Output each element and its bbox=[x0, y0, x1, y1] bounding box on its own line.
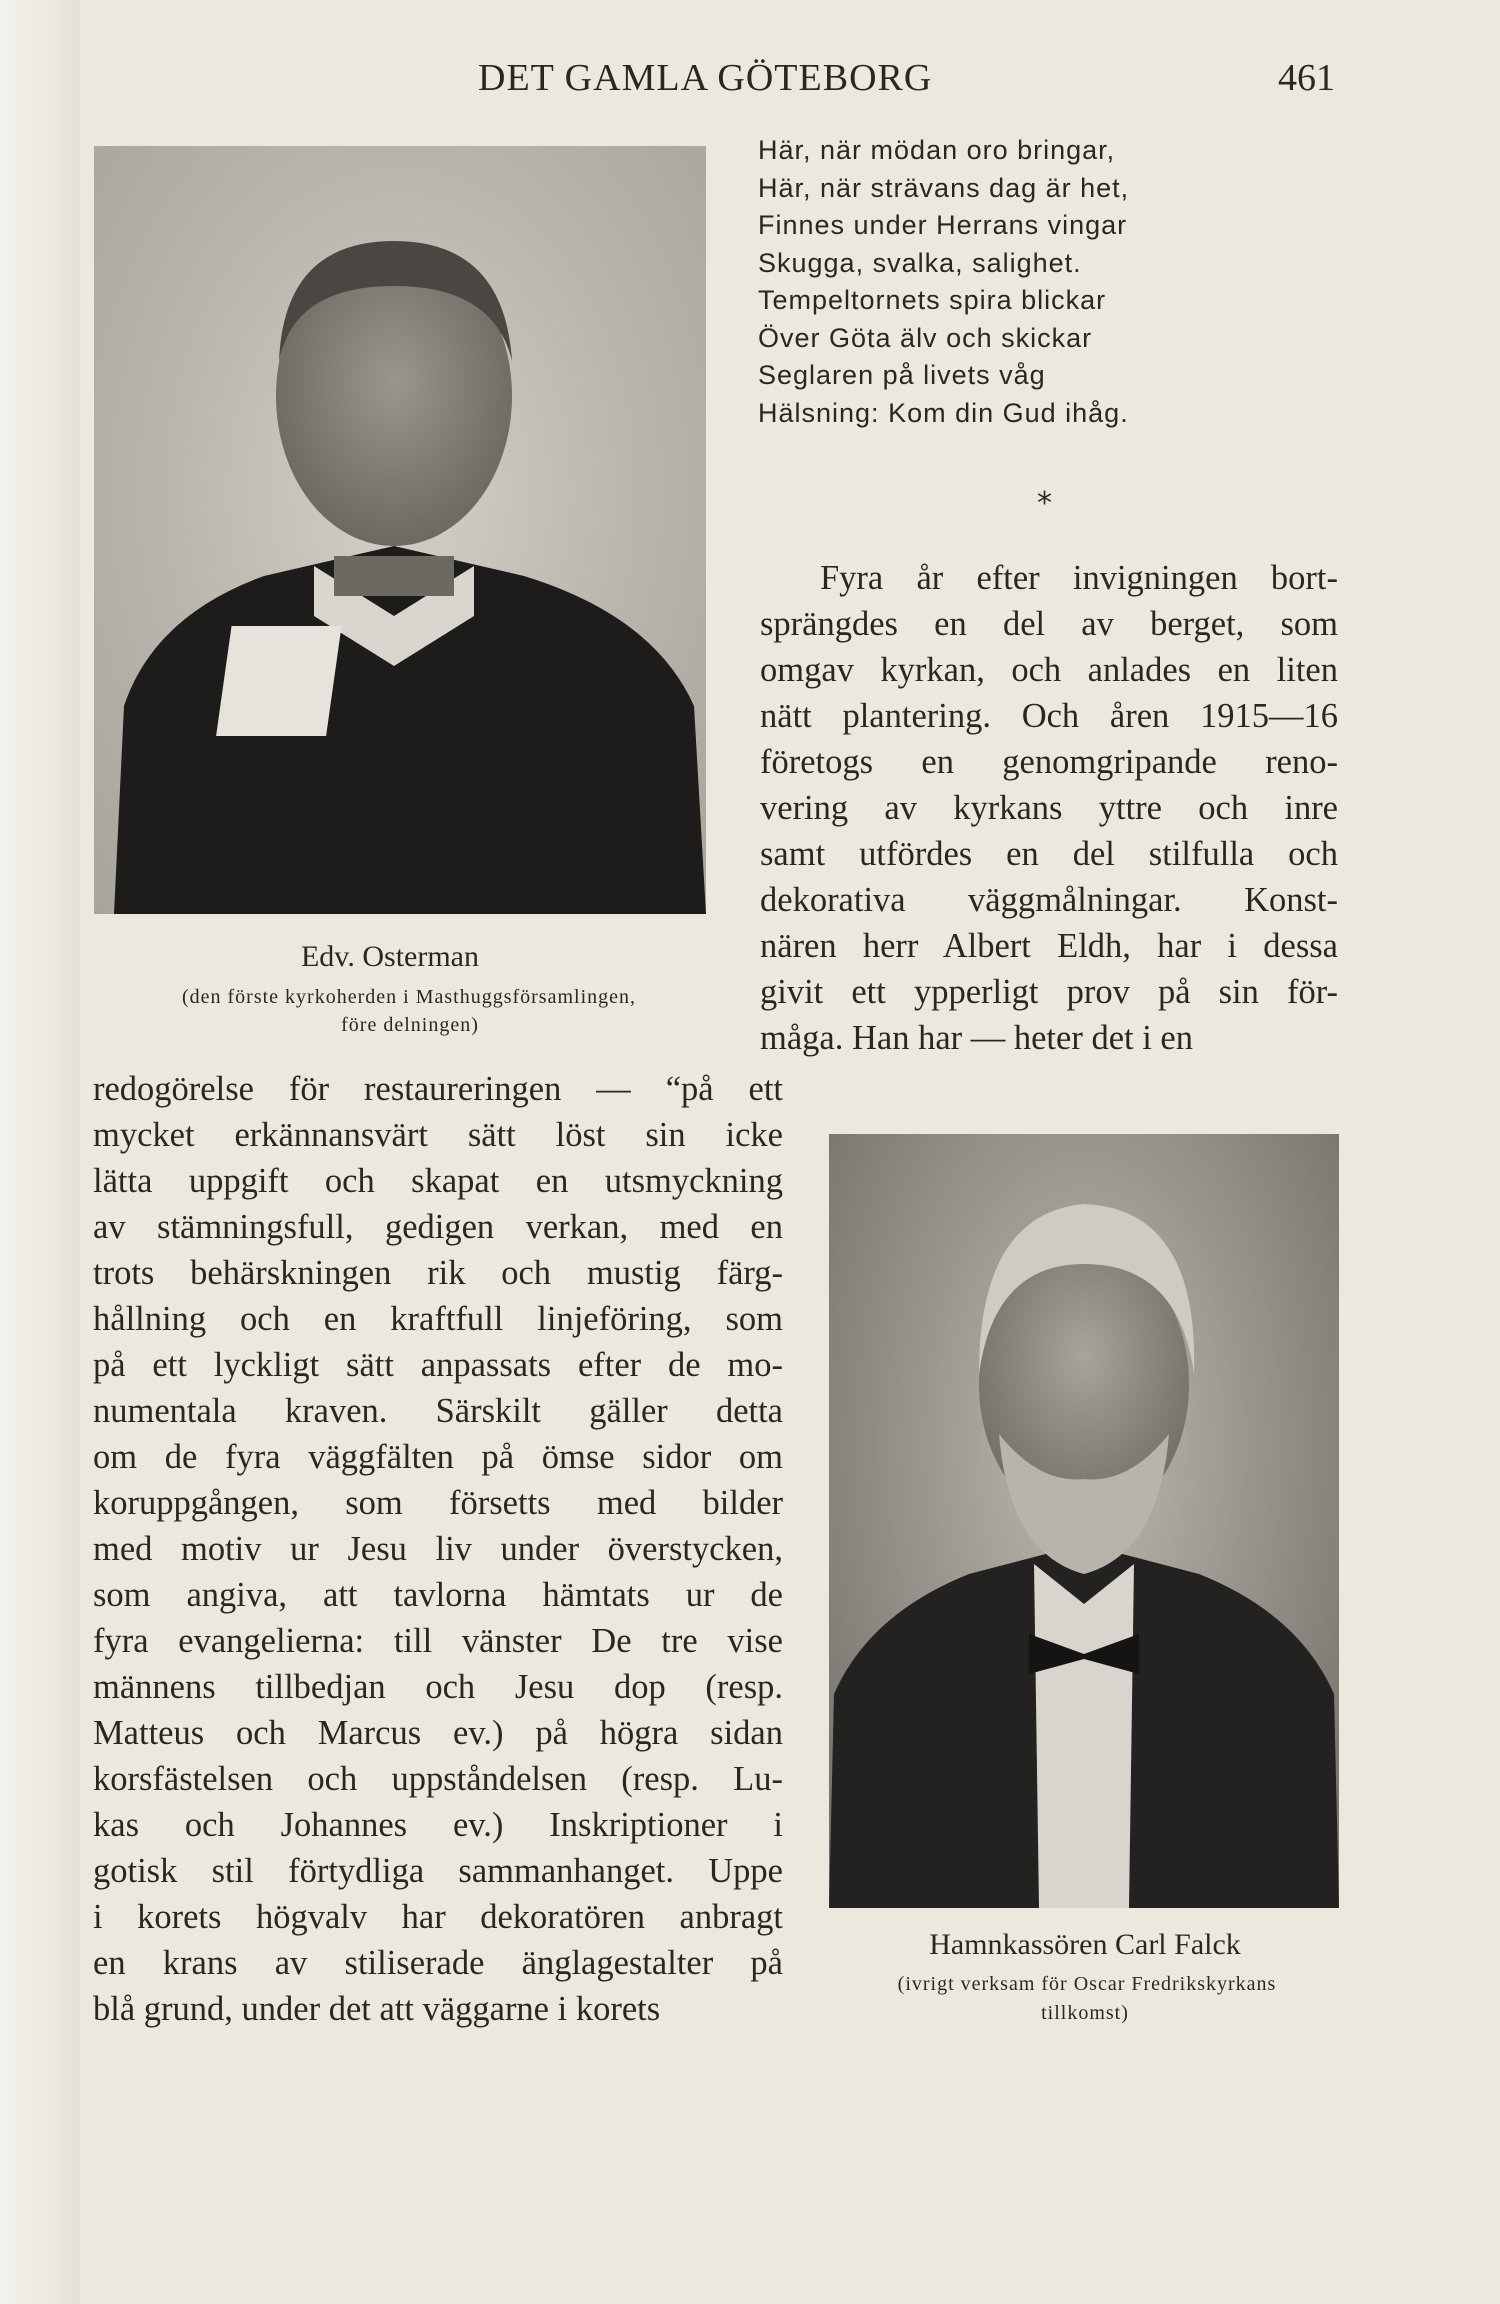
running-header-title: DET GAMLA GÖTEBORG bbox=[478, 57, 933, 99]
figure1-name: Edv. Osterman bbox=[300, 940, 479, 973]
page-number: 461 bbox=[1278, 57, 1335, 99]
text-line: nären herr Albert Eldh, har i dessa bbox=[760, 927, 1338, 965]
portrait-illustration-osterman bbox=[94, 146, 706, 914]
text-line: korsfästelsen och uppståndelsen (resp. Lu- bbox=[93, 1760, 783, 1798]
text-line: koruppgången, som försetts med bilder bbox=[93, 1484, 783, 1522]
text-line: omgav kyrkan, och anlades en liten bbox=[760, 651, 1338, 689]
poem-line: Hälsning: Kom din Gud ihåg. bbox=[758, 397, 1129, 428]
text-line: nätt plantering. Och åren 1915—16 bbox=[760, 697, 1338, 735]
poem-line: Seglaren på livets våg bbox=[758, 360, 1046, 390]
text-line: givit ett ypperligt prov på sin för- bbox=[760, 973, 1338, 1011]
text-line: samt utfördes en del stilfulla och bbox=[760, 835, 1338, 873]
text-line: redogörelse för restaureringen — “på ett bbox=[93, 1070, 783, 1108]
poem-line: Tempeltornets spira blickar bbox=[758, 285, 1107, 315]
page-margin-strip bbox=[0, 0, 80, 2304]
poem-line: Finnes under Herrans vingar bbox=[758, 210, 1128, 240]
poem-line: Över Göta älv och skickar bbox=[758, 322, 1093, 353]
text-line: om de fyra väggfälten på ömse sidor om bbox=[93, 1438, 783, 1476]
section-separator: * bbox=[1037, 486, 1052, 521]
text-line: blå grund, under det att väggarne i korets bbox=[93, 1990, 661, 2028]
portrait-illustration-falck bbox=[829, 1134, 1339, 1908]
text-line: numentala kraven. Särskilt gäller detta bbox=[93, 1392, 783, 1430]
figure1-caption-line1: (den förste kyrkoherden i Masthuggsförsamlingen, bbox=[181, 986, 636, 1008]
figure2-caption-line2: tillkomst) bbox=[1041, 2002, 1129, 2024]
text-line: med motiv ur Jesu liv under överstycken, bbox=[93, 1530, 783, 1568]
text-line: gotisk stil förtydliga sammanhanget. Uppe bbox=[93, 1852, 783, 1890]
figure2-name: Hamnkassören Carl Falck bbox=[929, 1928, 1241, 1961]
right-column-text bbox=[760, 555, 1338, 1061]
text-line: en krans av stiliserade änglagestalter på bbox=[93, 1944, 783, 1982]
portrait-photo-osterman bbox=[94, 146, 706, 914]
text-line: dekorativa väggmålningar. Konst- bbox=[760, 881, 1338, 919]
figure2-caption-line1: (ivrigt verksam för Oscar Fredrikskyrkans bbox=[897, 1973, 1277, 1995]
text-line: männens tillbedjan och Jesu dop (resp. bbox=[93, 1668, 783, 1706]
portrait-photo-falck bbox=[829, 1134, 1339, 1908]
text-line: sprängdes en del av berget, som bbox=[760, 605, 1338, 643]
poem-line: Skugga, svalka, salighet. bbox=[758, 247, 1082, 278]
text-line: vering av kyrkans yttre och inre bbox=[760, 789, 1338, 827]
text-line: kas och Johannes ev.) Inskriptioner i bbox=[93, 1806, 783, 1844]
poem-line: Här, när strävans dag är het, bbox=[758, 172, 1130, 203]
poem-line: Här, när mödan oro bringar, bbox=[758, 135, 1116, 165]
text-line: lätta uppgift och skapat en utsmyckning bbox=[93, 1162, 783, 1200]
text-line: Matteus och Marcus ev.) på högra sidan bbox=[93, 1714, 783, 1752]
text-line: av stämningsfull, gedigen verkan, med en bbox=[93, 1208, 783, 1246]
text-line: trots behärskningen rik och mustig färg- bbox=[93, 1254, 783, 1292]
text-line: som angiva, att tavlorna hämtats ur de bbox=[93, 1576, 783, 1614]
poem bbox=[758, 132, 1358, 432]
figure1-caption-line2: före delningen) bbox=[341, 1014, 479, 1036]
text-line: måga. Han har — heter det i en bbox=[760, 1019, 1193, 1057]
text-line: på ett lyckligt sätt anpassats efter de mo- bbox=[93, 1346, 783, 1384]
text-line: i korets högvalv har dekoratören anbragt bbox=[93, 1898, 783, 1936]
text-line: hållning och en kraftfull linjeföring, som bbox=[93, 1300, 783, 1338]
left-column-text bbox=[93, 1066, 783, 2032]
text-line: Fyra år efter invigningen bort- bbox=[820, 559, 1338, 597]
text-line: mycket erkännansvärt sätt löst sin icke bbox=[93, 1116, 783, 1154]
text-line: fyra evangelierna: till vänster De tre vise bbox=[93, 1622, 783, 1660]
text-line: företogs en genomgripande reno- bbox=[760, 743, 1338, 781]
